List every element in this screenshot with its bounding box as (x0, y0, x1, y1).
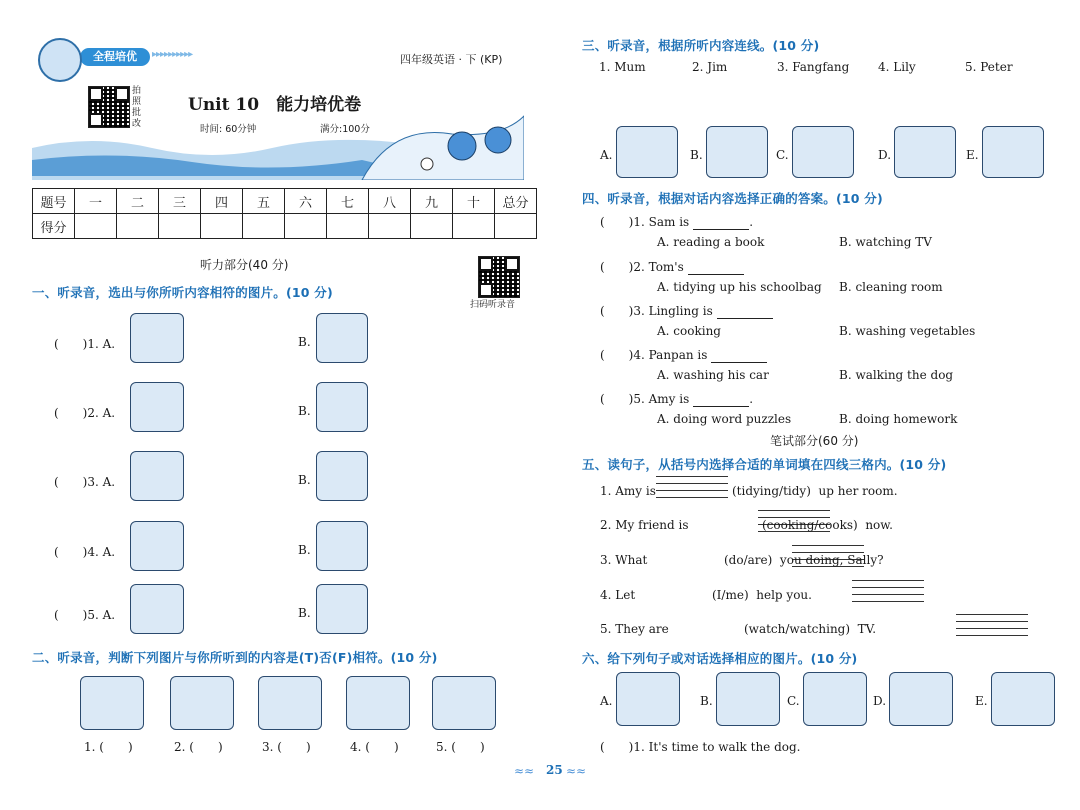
section-2-title: 二、听录音，判断下列图片与你所听到的内容是(T)否(F)相符。(10 分) (32, 650, 438, 665)
s1-option-b-label-4: B. (298, 543, 311, 557)
score-header-cell: 题号 (33, 189, 75, 214)
score-header-cell: 三 (159, 189, 201, 214)
s4-stem: ( )1. Sam is (600, 215, 690, 229)
score-input-cell[interactable] (369, 214, 411, 239)
s5-writing-lines-1[interactable] (656, 476, 728, 504)
score-input-cell[interactable] (117, 214, 159, 239)
s6-question-1: ( )1. It's time to walk the dog. (600, 740, 801, 754)
score-input-cell[interactable] (495, 214, 537, 239)
s6-picture-3 (803, 672, 867, 726)
s5-suffix-4: (I/me) help you. (712, 588, 812, 602)
section-1-title: 一、听录音，选出与你所听内容相符的图片。(10 分) (32, 285, 333, 300)
s1-picture-a-1 (130, 313, 184, 363)
s4-option-a-3[interactable]: A. cooking (657, 324, 721, 338)
s4-stem: ( )5. Amy is (600, 392, 690, 406)
listening-heading: 听力部分(40 分) (200, 258, 289, 272)
score-header-cell: 五 (243, 189, 285, 214)
section-5-title: 五、读句子，从括号内选择合适的单词填在四线三格内。(10 分) (582, 457, 947, 472)
s3-picture-3 (792, 126, 854, 178)
s4-option-b-5[interactable]: B. doing homework (839, 412, 958, 426)
s3-picture-2 (706, 126, 768, 178)
score-input-cell[interactable] (411, 214, 453, 239)
s4-end: . (749, 392, 754, 406)
s2-answer-1[interactable]: 1. ( ) (84, 740, 133, 754)
s1-option-b-label-2: B. (298, 404, 311, 418)
s2-picture-5 (432, 676, 496, 730)
s2-picture-3 (258, 676, 322, 730)
s5-prefix-5: 5. They are (600, 622, 669, 636)
page-ornament-left: ≈≈ (514, 764, 535, 778)
s4-stem: ( )4. Panpan is (600, 348, 708, 362)
s1-question-1: ( )1. A. (54, 337, 116, 351)
s4-blank[interactable] (693, 217, 749, 230)
s1-picture-b-4 (316, 521, 368, 571)
score-input-cell[interactable] (75, 214, 117, 239)
s4-end: . (749, 215, 754, 229)
s4-blank[interactable] (711, 350, 767, 363)
section-6-title: 六、给下列句子或对话选择相应的图片。(10 分) (582, 651, 858, 666)
s1-option-b-label-5: B. (298, 606, 311, 620)
s2-answer-5[interactable]: 5. ( ) (436, 740, 485, 754)
s3-picture-4 (894, 126, 956, 178)
s1-question-3: ( )3. A. (54, 475, 116, 489)
score-header-cell: 一 (75, 189, 117, 214)
score-input-cell[interactable] (243, 214, 285, 239)
s4-question-2 (600, 258, 744, 275)
score-header-cell: 七 (327, 189, 369, 214)
section-4-title: 四、听录音，根据对话内容选择正确的答案。(10 分) (582, 191, 883, 206)
score-input-cell[interactable] (327, 214, 369, 239)
score-header-cell: 二 (117, 189, 159, 214)
s2-picture-2 (170, 676, 234, 730)
s3-letter-4: D. (878, 148, 892, 162)
score-header-cell: 总分 (495, 189, 537, 214)
s1-question-2: ( )2. A. (54, 406, 116, 420)
s4-question-3 (600, 302, 773, 319)
listening-qr-code[interactable] (478, 256, 520, 298)
s1-picture-b-5 (316, 584, 368, 634)
s4-stem: ( )3. Lingling is (600, 304, 713, 318)
s2-answer-2[interactable]: 2. ( ) (174, 740, 223, 754)
s4-blank[interactable] (688, 262, 744, 275)
s4-option-a-1[interactable]: A. reading a book (657, 235, 765, 249)
s3-picture-1 (616, 126, 678, 178)
score-header-cell: 八 (369, 189, 411, 214)
s5-suffix-2: (cooking/cooks) now. (762, 518, 893, 532)
score-input-cell[interactable] (159, 214, 201, 239)
s5-suffix-3: (do/are) you doing, Sally? (724, 553, 884, 567)
s3-letter-2: B. (690, 148, 703, 162)
s2-answer-3[interactable]: 3. ( ) (262, 740, 311, 754)
s4-option-b-1[interactable]: B. watching TV (839, 235, 932, 249)
unit-title: Unit 10 能力培优卷 (188, 95, 362, 115)
badge-arrows: ▸▸▸▸▸▸▸▸▸▸ (152, 49, 193, 60)
listening-qr-label: 扫码听录音 (470, 300, 516, 310)
s6-letter-5: E. (975, 694, 988, 708)
score-header-cell: 九 (411, 189, 453, 214)
s4-option-a-4[interactable]: A. washing his car (657, 368, 769, 382)
s5-suffix-5: (watch/watching) TV. (744, 622, 877, 636)
s2-picture-4 (346, 676, 410, 730)
s1-option-b-label-1: B. (298, 335, 311, 349)
s5-writing-lines-4[interactable] (852, 580, 924, 608)
s5-prefix-1: 1. Amy is (600, 484, 656, 498)
s1-picture-a-3 (130, 451, 184, 501)
score-info: 满分:100分 (320, 124, 370, 135)
s3-letter-3: C. (776, 148, 789, 162)
s2-picture-1 (80, 676, 144, 730)
s5-writing-lines-5[interactable] (956, 614, 1028, 642)
s5-prefix-4: 4. Let (600, 588, 636, 602)
s3-letter-5: E. (966, 148, 979, 162)
s3-name-3[interactable]: 3. Fangfang (777, 60, 850, 74)
writing-heading: 笔试部分(60 分) (770, 434, 859, 448)
time-info: 时间: 60分钟 (200, 124, 257, 135)
s4-stem: ( )2. Tom's (600, 260, 684, 274)
s4-option-a-2[interactable]: A. tidying up his schoolbag (657, 280, 822, 294)
s1-picture-b-2 (316, 382, 368, 432)
score-header-cell: 四 (201, 189, 243, 214)
score-table (32, 188, 537, 239)
s4-question-4 (600, 346, 767, 363)
score-input-cell[interactable] (201, 214, 243, 239)
s6-letter-1: A. (600, 694, 613, 708)
score-input-cell[interactable] (453, 214, 495, 239)
s3-picture-5 (982, 126, 1044, 178)
s4-blank[interactable] (717, 306, 773, 319)
s1-question-5: ( )5. A. (54, 608, 116, 622)
qr-label: 拍照批改 (132, 86, 142, 129)
s2-answer-4[interactable]: 4. ( ) (350, 740, 399, 754)
s3-name-1[interactable]: 1. Mum (599, 60, 646, 74)
score-input-cell[interactable] (285, 214, 327, 239)
score-header-cell: 十 (453, 189, 495, 214)
s1-picture-b-3 (316, 451, 368, 501)
s6-picture-4 (889, 672, 953, 726)
s3-name-4[interactable]: 4. Lily (878, 60, 916, 74)
s4-option-a-5[interactable]: A. doing word puzzles (657, 412, 792, 426)
s1-picture-a-4 (130, 521, 184, 571)
section-3-title: 三、听录音，根据所听内容连线。(10 分) (582, 38, 820, 53)
s4-question-1 (600, 213, 753, 230)
s5-suffix-1: (tidying/tidy) up her room. (732, 484, 898, 498)
s3-name-2[interactable]: 2. Jim (692, 60, 728, 74)
s1-option-b-label-3: B. (298, 473, 311, 487)
s6-picture-1 (616, 672, 680, 726)
s5-prefix-3: 3. What (600, 553, 648, 567)
page-number: 25 (546, 763, 563, 777)
s4-option-b-3[interactable]: B. washing vegetables (839, 324, 976, 338)
mascot-icon (38, 38, 82, 82)
s1-picture-b-1 (316, 313, 368, 363)
s4-option-b-2[interactable]: B. cleaning room (839, 280, 943, 294)
score-header-cell: 六 (285, 189, 327, 214)
s6-letter-2: B. (700, 694, 713, 708)
series-badge: 全程培优 (80, 48, 150, 66)
s3-name-5[interactable]: 5. Peter (965, 60, 1013, 74)
s4-blank[interactable] (693, 394, 749, 407)
s4-option-b-4[interactable]: B. walking the dog (839, 368, 954, 382)
score-row-label: 得分 (33, 214, 75, 239)
s6-picture-5 (991, 672, 1055, 726)
s3-letter-1: A. (600, 148, 613, 162)
s6-letter-3: C. (787, 694, 800, 708)
s6-letter-4: D. (873, 694, 887, 708)
page-ornament-right: ≈≈ (566, 764, 587, 778)
s6-picture-2 (716, 672, 780, 726)
s5-prefix-2: 2. My friend is (600, 518, 689, 532)
header-illustration (32, 104, 524, 180)
s1-question-4: ( )4. A. (54, 545, 116, 559)
s1-picture-a-2 (130, 382, 184, 432)
grade-label: 四年级英语 · 下 (KP) (400, 53, 503, 66)
s4-question-5 (600, 390, 753, 407)
s1-picture-a-5 (130, 584, 184, 634)
